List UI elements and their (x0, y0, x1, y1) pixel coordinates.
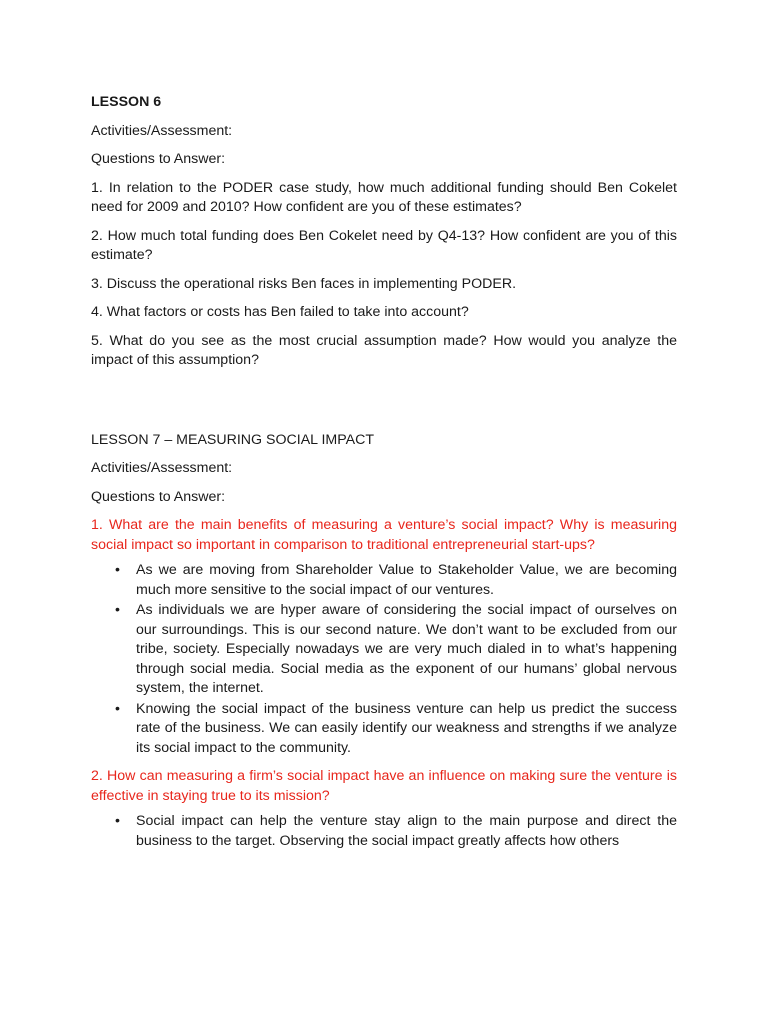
lesson6-question-5: 5. What do you see as the most crucial assumption made? How would you analyze the impact of this assumption? (91, 332, 677, 368)
bullet-icon: • (115, 813, 120, 829)
document-page (91, 93, 677, 852)
lesson6-question-1: 1. In relation to the PODER case study, how much additional funding should Ben Cokelet need for 2009 and 2010? How confident are you of these estimates? (91, 179, 677, 215)
lesson6-question-2: 2. How much total funding does Ben Cokelet need by Q4-13? How confident are you of this estimate? (91, 227, 677, 263)
list-item-text: Social impact can help the venture stay align to the main purpose and direct the business to the target. Observing the social impact greatly affects how others (136, 813, 677, 849)
lesson6-activities-label: Activities/Assessment: (91, 122, 233, 139)
bullet-icon: • (115, 700, 120, 717)
q2-answer-list (91, 812, 677, 851)
list-item-text: As we are moving from Shareholder Value to Stakeholder Value, we are becoming much more sensitive to the social impact of our ventures. (136, 562, 677, 598)
lesson6-title: LESSON 6 (91, 94, 162, 110)
list-item (91, 812, 677, 851)
lesson7-question-1: 1. What are the main benefits of measuring a venture’s social impact? Why is measuring social impact so important in comparison to traditional entrepreneurial start-ups? (91, 517, 677, 553)
section-spacer (91, 371, 677, 431)
q1-answer-list (91, 561, 677, 758)
list-item (91, 700, 677, 759)
lesson7-title: LESSON 7 – MEASURING SOCIAL IMPACT (91, 431, 375, 448)
list-item-text: As individuals we are hyper aware of considering the social impact of ourselves on our surroundings. This is our second nature. We don’t want to be excluded from our tribe, society. Especially nowadays we are very much dialed in to what’s happening through social media. Social media as the exponent of our humans’ global nervous system, the internet. (136, 602, 677, 696)
lesson7-questions-label: Questions to Answer: (91, 488, 226, 505)
lesson6-questions-label: Questions to Answer: (91, 151, 226, 167)
list-item (91, 561, 677, 600)
lesson7-activities-label: Activities/Assessment: (91, 460, 233, 476)
lesson6-question-3: 3. Discuss the operational risks Ben faces in implementing PODER. (91, 275, 517, 292)
list-item (91, 601, 677, 699)
list-item-text: Knowing the social impact of the business venture can help us predict the success rate of the business. We can easily identify our weakness and strengths if we analyze its social impact to the community. (136, 700, 677, 756)
bullet-icon: • (115, 562, 120, 578)
lesson6-question-4: 4. What factors or costs has Ben failed to take into account? (91, 304, 469, 320)
lesson7-question-2: 2. How can measuring a firm’s social impact have an influence on making sure the venture is effective in staying true to its mission? (91, 768, 677, 804)
bullet-icon: • (115, 602, 120, 618)
